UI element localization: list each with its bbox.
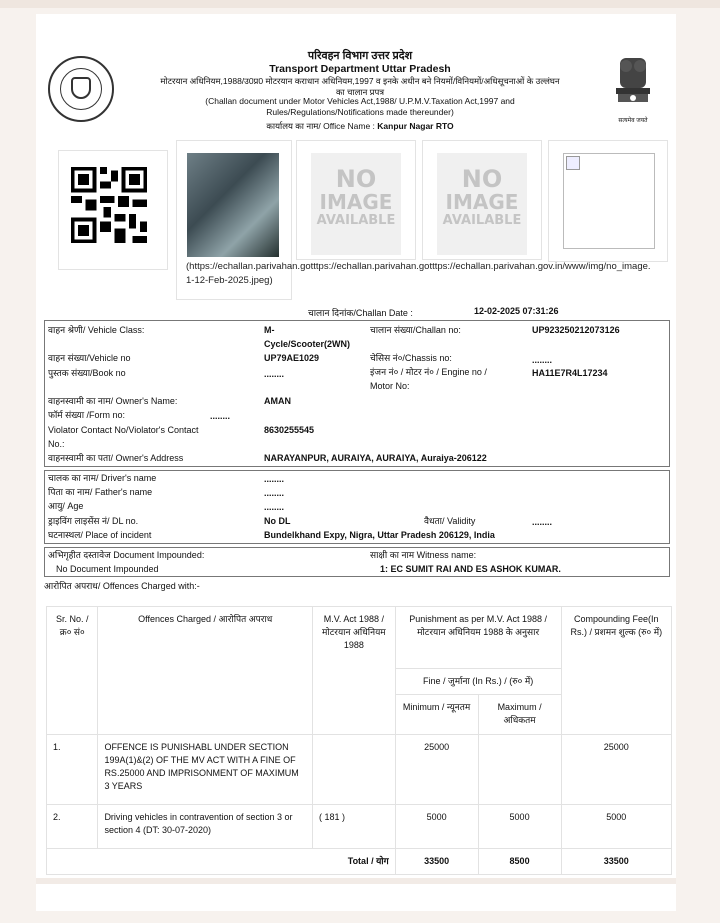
contact-label: Violator Contact No/Violator's Contact bbox=[48, 425, 199, 435]
header-subtitle-en: (Challan document under Motor Vehicles Act,1988/ U.P.M.V.Taxation Act,1997 and Rules/Regulations/Notifications made thereunder) bbox=[205, 96, 515, 117]
office-label: कार्यालय का नाम/ Office Name : bbox=[266, 121, 375, 131]
contact-value: 8630255545 bbox=[264, 425, 315, 435]
emblem-caption: सत्यमेव जयते bbox=[618, 118, 648, 124]
engine-no-value: HA11E7R4L17234 bbox=[532, 368, 608, 378]
form-no-label: फॉर्म संख्या /Form no: bbox=[48, 410, 126, 420]
head-sr: Sr. No. / क्र० सं० bbox=[47, 607, 98, 735]
challan-no-label: चालान संख्या/Challan no: bbox=[370, 325, 461, 335]
total-comp: 33500 bbox=[561, 849, 671, 875]
challan-date-value: 12-02-2025 07:31:26 bbox=[474, 306, 559, 316]
vehicle-no-label: वाहन संख्या/Vehicle no bbox=[48, 353, 131, 363]
row-offence: Driving vehicles in contravention of section 3 or section 4 (DT: 30-07-2020) bbox=[98, 805, 313, 849]
head-offence: Offences Charged / आरोपित अपराध bbox=[98, 607, 313, 735]
chassis-value: ........ bbox=[532, 355, 553, 365]
row-min: 25000 bbox=[395, 735, 478, 805]
engine-no-label: इंजन नं० / मोटर नं० / Engine no / bbox=[370, 367, 487, 377]
dl-no-label: ड्राइविंग लाइसेंस नं/ DL no. bbox=[48, 516, 139, 526]
header-title-hi: परिवहन विभाग उत्तर प्रदेश bbox=[307, 50, 413, 62]
age-value: ........ bbox=[264, 502, 285, 512]
no-image-placeholder-2: NO IMAGE AVAILABLE bbox=[422, 140, 542, 260]
vehicle-class-value-2: Cycle/Scooter(2WN) bbox=[264, 339, 351, 349]
row-sr: 1. bbox=[47, 735, 98, 805]
office-name bbox=[160, 121, 560, 132]
row-max: 5000 bbox=[478, 805, 561, 849]
vehicle-class-value: M- bbox=[264, 325, 275, 335]
owner-name-label: वाहनस्वामी का नाम/ Owner's Name: bbox=[48, 396, 178, 406]
row-offence: OFFENCE IS PUNISHABL UNDER SECTION 199A(1)&(2) OF THE MV ACT WITH A FINE OF RS.25000 AND IMPRISONMENT OF MAXIMUM 3 YEARS bbox=[98, 735, 313, 805]
total-max: 8500 bbox=[478, 849, 561, 875]
image-url-text: (https://echallan.parivahan.gotttps://echallan.parivahan.gotttps://echallan.parivahan.gov.in/www/img/no_image. 1-12-Feb-2025.jpeg) bbox=[186, 261, 651, 286]
owner-address-value: NARAYANPUR, AURAIYA, AURAIYA, Auraiya-206122 bbox=[264, 453, 487, 463]
row-act: ( 181 ) bbox=[313, 805, 396, 849]
ashoka-emblem-icon bbox=[606, 52, 660, 122]
vehicle-class-label: वाहन श्रेणी/ Vehicle Class: bbox=[48, 325, 145, 335]
table-row bbox=[47, 735, 672, 805]
qr-code-icon bbox=[71, 163, 147, 247]
head-punishment: Punishment as per M.V. Act 1988 / मोटरयान अधिनियम 1988 के अनुसार bbox=[395, 607, 561, 669]
driver-name-value: ........ bbox=[264, 474, 285, 484]
total-label: Total / योग bbox=[47, 849, 396, 875]
form-no-value: ........ bbox=[210, 411, 231, 421]
father-name-value: ........ bbox=[264, 488, 285, 498]
no-image-placeholder-1: NO IMAGE AVAILABLE bbox=[296, 140, 416, 260]
head-act: M.V. Act 1988 / मोटरयान अधिनियम 1988 bbox=[313, 607, 396, 735]
header-title-en: Transport Department Uttar Pradesh bbox=[269, 63, 451, 75]
row-min: 5000 bbox=[395, 805, 478, 849]
book-no-value: ........ bbox=[264, 369, 285, 379]
witness-value: 1: EC SUMIT RAI AND ES ASHOK KUMAR. bbox=[380, 564, 561, 574]
place-value: Bundelkhand Expy, Nigra, Uttar Pradesh 206129, India bbox=[264, 530, 495, 540]
driver-name-label: चालक का नाम/ Driver's name bbox=[48, 473, 157, 483]
head-maximum: Maximum / अधिकतम bbox=[478, 695, 561, 735]
offences-charged-label: आरोपित अपराध/ Offences Charged with:- bbox=[44, 581, 200, 591]
total-row bbox=[47, 849, 672, 875]
book-no-label: पुस्तक संख्या/Book no bbox=[48, 368, 126, 378]
head-minimum: Minimum / न्यूनतम bbox=[395, 695, 478, 735]
row-max bbox=[478, 735, 561, 805]
qr-code-frame bbox=[58, 150, 168, 270]
head-fine: Fine / जुर्माना (In Rs.) / (रु० में) bbox=[395, 669, 561, 695]
row-comp: 25000 bbox=[561, 735, 671, 805]
place-label: घटनास्थल/ Place of incident bbox=[48, 530, 152, 540]
vehicle-no-value: UP79AE1029 bbox=[264, 353, 320, 363]
up-government-seal bbox=[48, 56, 114, 122]
validity-value: ........ bbox=[532, 517, 553, 527]
table-row bbox=[47, 805, 672, 849]
challan-no-value: UP923250212073126 bbox=[532, 325, 620, 335]
age-label: आयु/ Age bbox=[48, 501, 84, 511]
owner-address-label: वाहनस्वामी का पता/ Owner's Address bbox=[48, 453, 184, 463]
validity-label: वैधता/ Validity bbox=[424, 516, 476, 526]
bottom-strip bbox=[36, 878, 676, 884]
vehicle-info-box bbox=[44, 320, 670, 467]
chassis-label: चेसिस नं०/Chassis no: bbox=[370, 353, 452, 363]
broken-image-frame bbox=[548, 140, 668, 262]
document-impounded-label: अभिगृहीत दस्तावेज Document Impounded: bbox=[48, 550, 205, 560]
head-compounding: Compounding Fee(In Rs.) / प्रशमन शुल्क (रु० में) bbox=[561, 607, 671, 735]
father-name-label: पिता का नाम/ Father's name bbox=[48, 487, 153, 497]
challan-date-label: चालान दिनांक/Challan Date : bbox=[308, 308, 413, 318]
document-impounded-value: No Document Impounded bbox=[56, 564, 159, 574]
contact-label-2: No.: bbox=[48, 439, 65, 449]
row-comp: 5000 bbox=[561, 805, 671, 849]
engine-no-label-2: Motor No: bbox=[370, 381, 410, 391]
top-band bbox=[0, 0, 720, 8]
header-subtitle-hi: मोटरयान अधिनियम,1988/उ0प्र0 मोटरयान कराधान अधिनियम,1997 व इनके अधीन बने नियमों/विनियमों/अधिसूचनाओं के उल्लंघन का चालान प्रपत्र bbox=[160, 76, 560, 97]
dl-no-value: No DL bbox=[264, 516, 291, 526]
row-act bbox=[313, 735, 396, 805]
vehicle-photo bbox=[187, 153, 279, 257]
offences-table bbox=[46, 606, 672, 875]
total-min: 33500 bbox=[395, 849, 478, 875]
owner-name-value: AMAN bbox=[264, 396, 291, 406]
row-sr: 2. bbox=[47, 805, 98, 849]
witness-label: साक्षी का नाम Witness name: bbox=[370, 550, 477, 560]
broken-image-icon bbox=[563, 153, 655, 249]
office-value: Kanpur Nagar RTO bbox=[377, 121, 454, 131]
